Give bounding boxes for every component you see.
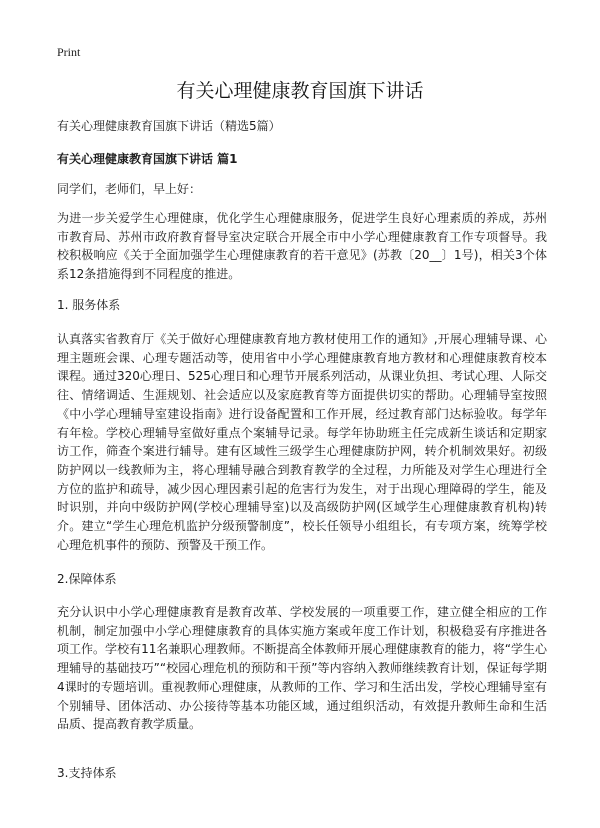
subtitle: 有关心理健康教育国旗下讲话（精选5篇） xyxy=(57,119,281,133)
service-system-paragraph: 认真落实省教育厅《关于做好心理健康教育地方教材使用工作的通知》,开展心理辅导课、心理主题班会课、心理专题活动等，使用省中小学心理健康教育地方教材和心理健康教育校本课程。通过320心理日、525心理日和心理节开展系列活动，从课业负担、考试心理、人际交往、情绪调适、生涯规划、社会适应以及家庭教育等方面提供切实的帮助。心理辅导室按照《中小学心理辅导室建设指南》进行设备配置和工作开展，经过教育部门达标验收。每学年有年检。学校心理辅导室做好重点个案辅导记录。每学年协助班主任完成新生谈话和定期家访工作，筛查个案进行辅导。建有区域性三级学生心理健康防护网，转介机制效果好。初级防护网以一线教师为主，将心理辅导融合到教育教学的全过程，力所能及对学生心理进行全方位的监护和疏导，减少因心理因素引起的危害行为发生，对于出现心理障碍的学生，能及时识别，并向中级防护网(学校心理辅导室)以及高级防护网(区域学生心理健康教育机构)转介。建立“学生心理危机监护分级预警制度”，校长任领导小组组长，有专项方案，统筹学校心理危机事件的预防、预警及干预工作。 xyxy=(57,332,547,552)
guarantee-system-paragraph: 充分认识中小学心理健康教育是教育改革、学校发展的一项重要工作，建立健全相应的工作机制，制定加强中小学心理健康教育的具体实施方案或年度工作计划，积极稳妥有序推进各项工作。学校有11名兼职心理教师。不断提高全体教师开展心理健康教育的能力，将“学生心理辅导的基础技巧”“校园心理危机的预防和干预”等内容纳入教师继续教育计划，保证每学期4课时的专题培训。重视教师心理健康，从教师的工作、学习和生活出发，学校心理辅导室有个别辅导、团体活动、办公接待等基本功能区域，通过组织活动，有效提升教师生命和生活品质、提高教育教学质量。 xyxy=(57,605,547,732)
heading-service-system: 1. 服务体系 xyxy=(57,298,121,312)
heading-guarantee-system: 2.保障体系 xyxy=(57,572,117,586)
heading-support-system: 3.支持体系 xyxy=(57,766,117,780)
page-title: 有关心理健康教育国旗下讲话 xyxy=(176,80,424,102)
print-label: Print xyxy=(57,45,81,59)
intro-paragraph: 为进一步关爱学生心理健康，优化学生心理健康服务，促进学生良好心理素质的养成，苏州市教育局、苏州市政府教育督导室决定联合开展全市中小学心理健康教育工作专项督导。我校积极响应《关于全面加强学生心理健康教育的若干意见》(苏教〔20__〕1号)，相关3个体系12条措施得到不同程度的推进。 xyxy=(57,211,547,282)
greeting: 同学们，老师们，早上好： xyxy=(57,182,202,196)
section-heading: 有关心理健康教育国旗下讲话 篇1 xyxy=(57,152,238,166)
